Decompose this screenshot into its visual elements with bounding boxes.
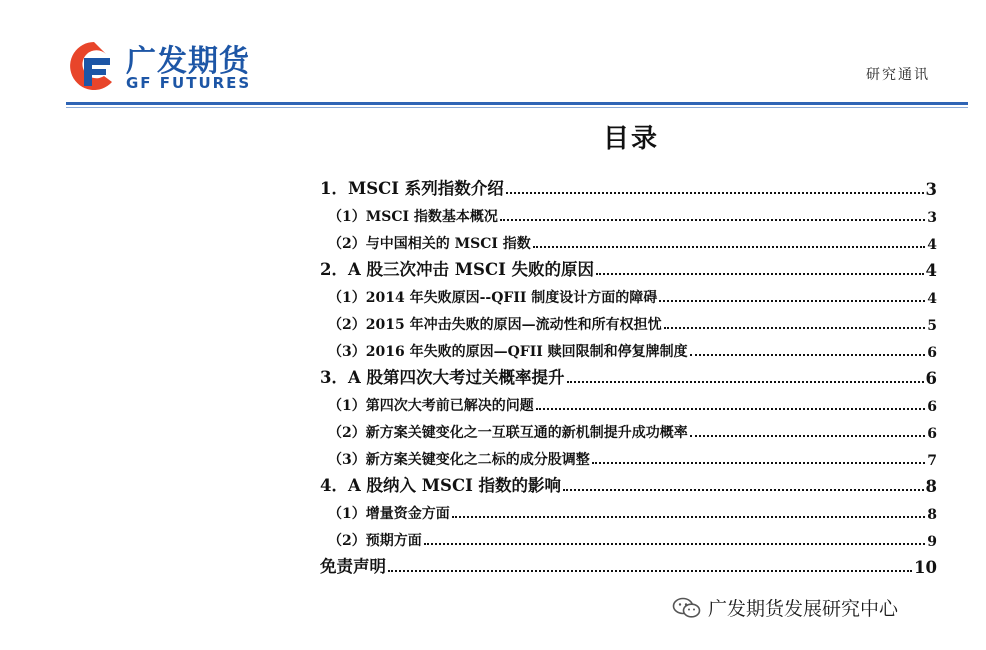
toc-entry[interactable] xyxy=(320,550,937,577)
toc-entry[interactable] xyxy=(320,307,937,334)
toc-leader-dots xyxy=(500,219,925,221)
toc-entry-text: 免责声明 xyxy=(320,557,386,576)
toc-title: 目录 xyxy=(602,124,659,154)
wechat-watermark xyxy=(672,594,898,621)
toc-entry-text: 2．A 股三次冲击 MSCI 失败的原因 xyxy=(320,260,595,279)
toc-page-number: 6 xyxy=(927,399,937,415)
toc-entry-text: 4．A 股纳入 MSCI 指数的影响 xyxy=(320,476,562,495)
toc-page-number: 6 xyxy=(927,345,937,361)
toc-page-number: 3 xyxy=(925,180,937,199)
toc-page-number: 7 xyxy=(927,453,937,469)
toc-entry[interactable] xyxy=(320,415,937,442)
toc-page-number: 5 xyxy=(927,318,937,334)
toc-leader-dots xyxy=(690,354,925,356)
toc-page-number: 4 xyxy=(925,261,937,280)
toc-leader-dots xyxy=(533,246,925,248)
toc-entry[interactable] xyxy=(320,523,937,550)
toc-entry[interactable] xyxy=(320,361,937,388)
toc-leader-dots xyxy=(388,570,912,572)
toc-entry-text: （3）2016 年失败的原因—QFII 赎回限制和停复牌制度 xyxy=(328,344,688,360)
brand-name-en: GF FUTURES xyxy=(126,74,252,92)
toc-page-number: 6 xyxy=(927,426,937,442)
toc-leader-dots xyxy=(567,381,924,383)
toc-leader-dots xyxy=(506,192,924,194)
toc-leader-dots xyxy=(690,435,925,437)
header-rule-thin xyxy=(66,107,968,108)
report-type-label: 研究通讯 xyxy=(866,67,930,83)
toc-page-number: 10 xyxy=(914,558,937,577)
toc-entry[interactable] xyxy=(320,280,937,307)
toc-entry-text: （2）与中国相关的 MSCI 指数 xyxy=(328,236,531,252)
toc-page-number: 3 xyxy=(927,210,937,226)
toc-page-number: 9 xyxy=(927,534,937,550)
toc-leader-dots xyxy=(424,543,925,545)
toc-page-number: 6 xyxy=(925,369,937,388)
toc-entry[interactable] xyxy=(320,388,937,415)
toc-entry-text: （1）MSCI 指数基本概况 xyxy=(328,209,498,225)
toc-entry-text: （2）2015 年冲击失败的原因—流动性和所有权担忧 xyxy=(328,317,662,333)
toc-entry[interactable] xyxy=(320,442,937,469)
toc-page-number: 8 xyxy=(927,507,937,523)
toc-leader-dots xyxy=(563,489,923,491)
watermark-text: 广发期货发展研究中心 xyxy=(708,598,899,620)
toc-entry-text: 1．MSCI 系列指数介绍 xyxy=(320,179,504,198)
gf-logo-icon xyxy=(66,38,122,94)
toc-entry-text: （1）增量资金方面 xyxy=(328,506,450,522)
toc-entry-text: （3）新方案关键变化之二标的成分股调整 xyxy=(328,452,590,468)
toc-entry[interactable] xyxy=(320,199,937,226)
toc-leader-dots xyxy=(536,408,925,410)
toc-entry[interactable] xyxy=(320,469,937,496)
toc-page-number: 4 xyxy=(927,237,937,253)
table-of-contents xyxy=(320,172,937,577)
toc-entry[interactable] xyxy=(320,253,937,280)
toc-page-number: 4 xyxy=(927,291,937,307)
toc-leader-dots xyxy=(664,327,925,329)
wechat-icon xyxy=(672,596,702,620)
toc-entry[interactable] xyxy=(320,226,937,253)
toc-entry-text: （1）2014 年失败原因--QFII 制度设计方面的障碍 xyxy=(328,290,658,306)
toc-leader-dots xyxy=(452,516,925,518)
toc-entry[interactable] xyxy=(320,172,937,199)
toc-entry-text: （2）新方案关键变化之一互联互通的新机制提升成功概率 xyxy=(328,425,688,441)
toc-entry[interactable] xyxy=(320,496,937,523)
toc-page-number: 8 xyxy=(925,477,937,496)
toc-leader-dots xyxy=(659,300,925,302)
page-header xyxy=(0,0,986,112)
brand-name-cn: 广发期货 xyxy=(126,44,250,79)
toc-leader-dots xyxy=(596,273,923,275)
toc-entry-text: （2）预期方面 xyxy=(328,533,422,549)
toc-entry-text: 3．A 股第四次大考过关概率提升 xyxy=(320,368,565,387)
header-rule xyxy=(66,102,968,105)
toc-entry-text: （1）第四次大考前已解决的问题 xyxy=(328,398,534,414)
toc-entry[interactable] xyxy=(320,334,937,361)
toc-leader-dots xyxy=(592,462,925,464)
